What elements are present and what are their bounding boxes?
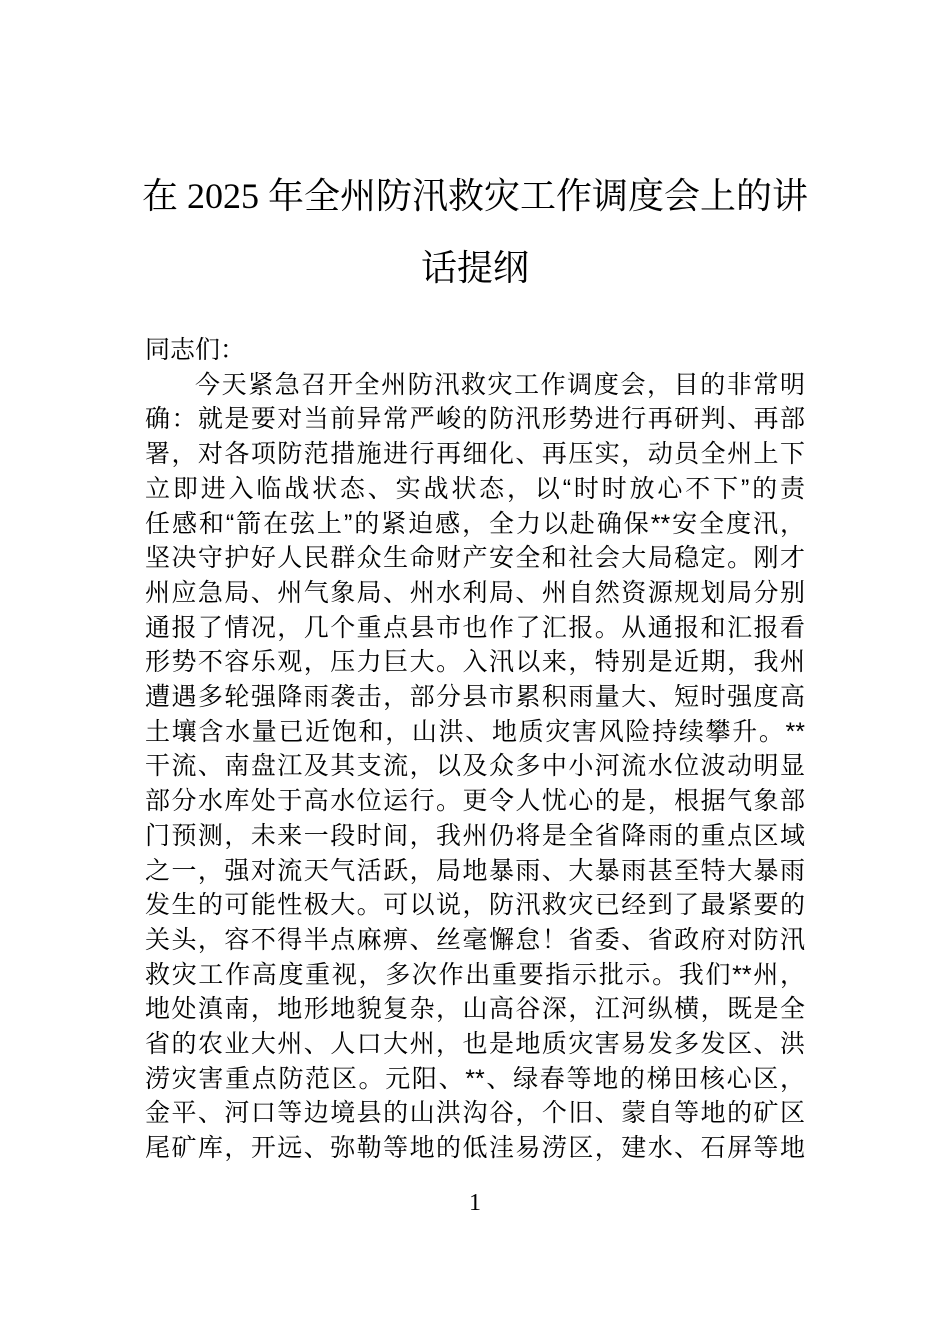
paragraph-line: 今天紧急召开全州防汛救灾工作调度会，目的非常明 — [195, 370, 805, 399]
paragraph-line: 遭遇多轮强降雨袭击，部分县市累积雨量大、短时强度高 — [145, 683, 805, 712]
document-title-line-2: 话提纲 — [420, 248, 529, 288]
paragraph-line: 部分水库处于高水位运行。更令人忧心的是，根据气象部 — [145, 787, 805, 816]
paragraph-line: 坚决守护好人民群众生命财产安全和社会大局稳定。刚才 — [145, 544, 805, 573]
paragraph-line: 署，对各项防范措施进行再细化、再压实，动员全州上下 — [145, 440, 805, 469]
paragraph-line: 确：就是要对当前异常严峻的防汛形势进行再研判、再部 — [145, 405, 805, 434]
document-title — [120, 160, 830, 304]
paragraph-line: 干流、南盘江及其支流，以及众多中小河流水位波动明显 — [145, 752, 805, 781]
paragraph-line: 之一，强对流天气活跃，局地暴雨、大暴雨甚至特大暴雨 — [145, 856, 805, 885]
paragraph-line: 通报了情况，几个重点县市也作了汇报。从通报和汇报看 — [145, 613, 805, 642]
paragraph-line: 关头，容不得半点麻痹、丝毫懈怠！省委、省政府对防汛 — [145, 925, 805, 954]
paragraph-line: 任感和“箭在弦上”的紧迫感，全力以赴确保**安全度汛， — [145, 509, 805, 538]
paragraph-line: 发生的可能性极大。可以说，防汛救灾已经到了最紧要的 — [145, 891, 805, 920]
paragraph-line: 涝灾害重点防范区。元阳、**、绿春等地的梯田核心区， — [145, 1064, 805, 1093]
paragraph-line: 金平、河口等边境县的山洪沟谷，个旧、蒙自等地的矿区 — [145, 1099, 805, 1128]
page-number: 1 — [469, 1189, 481, 1216]
document-title-line-1: 在 2025 年全州防汛救灾工作调度会上的讲 — [141, 176, 808, 216]
paragraph-line: 门预测，未来一段时间，我州仍将是全省降雨的重点区域 — [145, 821, 805, 850]
paragraph-line: 土壤含水量已近饱和，山洪、地质灾害风险持续攀升。** — [145, 717, 805, 746]
paragraph-line: 立即进入临战状态、实战状态，以“时时放心不下”的责 — [145, 474, 805, 503]
paragraph-line: 省的农业大州、人口大州，也是地质灾害易发多发区、洪 — [145, 1030, 805, 1059]
paragraph-line: 救灾工作高度重视，多次作出重要指示批示。我们**州， — [145, 960, 805, 989]
document-body — [145, 333, 805, 1166]
paragraph-line: 形势不容乐观，压力巨大。入汛以来，特别是近期，我州 — [145, 648, 805, 677]
salutation: 同志们： — [145, 336, 246, 364]
paragraph-line: 尾矿库，开远、弥勒等地的低洼易涝区，建水、石屏等地 — [145, 1134, 805, 1163]
paragraph-line: 地处滇南，地形地貌复杂，山高谷深，江河纵横，既是全 — [145, 995, 805, 1024]
paragraph-line: 州应急局、州气象局、州水利局、州自然资源规划局分别 — [145, 578, 805, 607]
